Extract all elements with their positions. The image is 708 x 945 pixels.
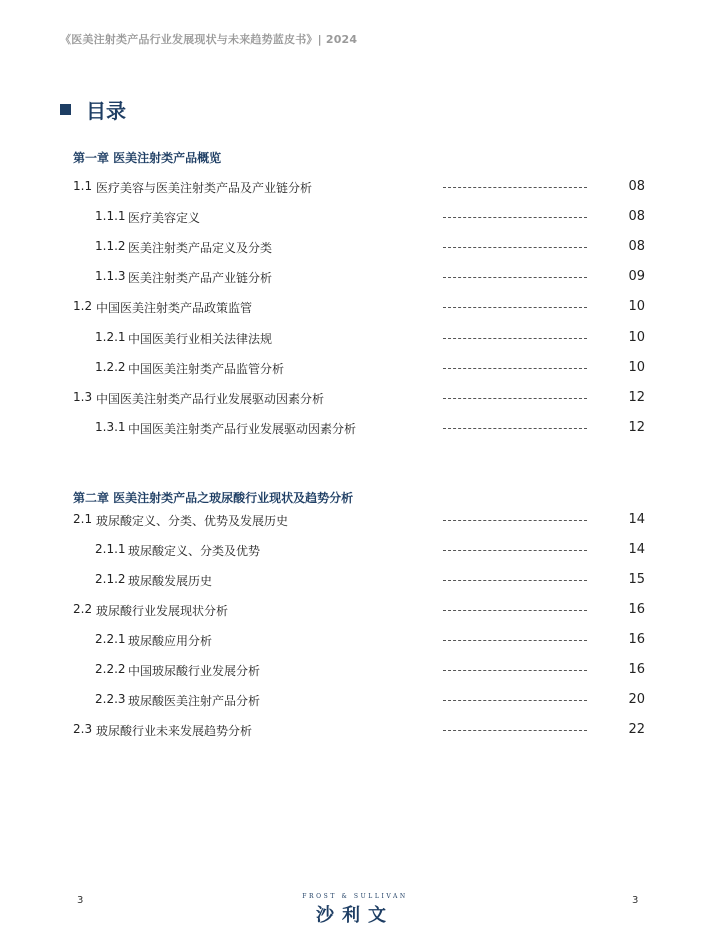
leader-dots <box>443 670 587 671</box>
entry-page: 10 <box>628 330 645 345</box>
leader-dots <box>443 277 587 278</box>
entry-label: 玻尿酸行业发展现状分析 <box>96 604 229 618</box>
entry-label: 中国医美注射类产品行业发展驱动因素分析 <box>96 392 325 406</box>
entry-number: 1.2.2 <box>95 360 126 374</box>
leader-dots <box>443 398 587 399</box>
entry-page: 08 <box>628 209 645 224</box>
frost-sullivan-logo <box>290 893 420 927</box>
leader-dots <box>443 247 587 248</box>
page-number-right: 3 <box>632 895 639 906</box>
leader-dots <box>443 368 587 369</box>
entry-number: 1.1.2 <box>95 239 126 253</box>
entry-page: 09 <box>628 269 645 284</box>
logo-english-text: FROST & SULLIVAN <box>302 893 408 900</box>
leader-dots <box>443 428 587 429</box>
toc-title: 目录 <box>86 98 126 123</box>
entry-label: 中国医美行业相关法律法规 <box>128 332 273 346</box>
entry-page: 16 <box>628 602 645 617</box>
toc-entry[interactable] <box>0 542 708 560</box>
entry-label: 玻尿酸行业未来发展趋势分析 <box>96 724 253 738</box>
entry-label: 玻尿酸医美注射产品分析 <box>128 694 261 708</box>
chapter-1-title: 第一章 医美注射类产品概览 <box>73 151 222 165</box>
leader-dots <box>443 610 587 611</box>
entry-label: 玻尿酸应用分析 <box>128 634 213 648</box>
entry-page: 14 <box>628 512 645 527</box>
leader-dots <box>443 217 587 218</box>
entry-label: 玻尿酸发展历史 <box>128 574 213 588</box>
entry-label: 医美注射类产品定义及分类 <box>128 241 273 255</box>
entry-number: 1.3.1 <box>95 420 126 434</box>
entry-number: 1.2 <box>73 299 93 313</box>
entry-label: 中国玻尿酸行业发展分析 <box>128 664 261 678</box>
toc-entry[interactable] <box>0 360 708 378</box>
logo-chinese-text: 沙利文 <box>316 905 394 926</box>
toc-entry[interactable] <box>0 420 708 438</box>
entry-number: 2.3 <box>73 722 93 736</box>
toc-entry[interactable] <box>0 602 708 620</box>
entry-label: 中国医美注射类产品政策监管 <box>96 301 253 315</box>
entry-page: 08 <box>628 239 645 254</box>
entry-label: 医疗美容与医美注射类产品及产业链分析 <box>96 181 313 195</box>
entry-number: 1.3 <box>73 390 93 404</box>
leader-dots <box>443 730 587 731</box>
toc-entry[interactable] <box>0 632 708 650</box>
toc-heading <box>60 96 126 122</box>
entry-label: 玻尿酸定义、分类及优势 <box>128 544 261 558</box>
toc-entry[interactable] <box>0 692 708 710</box>
entry-number: 2.2.2 <box>95 662 126 676</box>
toc-entry[interactable] <box>0 662 708 680</box>
leader-dots <box>443 580 587 581</box>
leader-dots <box>443 187 587 188</box>
entry-page: 16 <box>628 662 645 677</box>
entry-page: 12 <box>628 390 645 405</box>
entry-number: 2.1.1 <box>95 542 126 556</box>
toc-entry[interactable] <box>0 512 708 530</box>
toc-entry[interactable] <box>0 572 708 590</box>
entry-page: 08 <box>628 179 645 194</box>
entry-page: 12 <box>628 420 645 435</box>
entry-number: 2.1 <box>73 512 93 526</box>
entry-label: 中国医美注射类产品监管分析 <box>128 362 285 376</box>
toc-entry[interactable] <box>0 722 708 740</box>
leader-dots <box>443 700 587 701</box>
entry-number: 2.2.3 <box>95 692 126 706</box>
entry-number: 1.1 <box>73 179 93 193</box>
leader-dots <box>443 550 587 551</box>
bullet-square-icon <box>60 104 71 115</box>
page-number-left: 3 <box>77 895 84 906</box>
entry-label: 中国医美注射类产品行业发展驱动因素分析 <box>128 422 357 436</box>
toc-entry[interactable] <box>0 209 708 227</box>
leader-dots <box>443 640 587 641</box>
leader-dots <box>443 338 587 339</box>
toc-entry[interactable] <box>0 269 708 287</box>
entry-label: 医疗美容定义 <box>128 211 201 225</box>
entry-page: 10 <box>628 360 645 375</box>
entry-number: 2.2 <box>73 602 93 616</box>
entry-page: 16 <box>628 632 645 647</box>
leader-dots <box>443 307 587 308</box>
entry-number: 1.1.3 <box>95 269 126 283</box>
entry-page: 10 <box>628 299 645 314</box>
leader-dots <box>443 520 587 521</box>
toc-entry[interactable] <box>0 330 708 348</box>
toc-entry[interactable] <box>0 390 708 408</box>
entry-page: 15 <box>628 572 645 587</box>
entry-label: 玻尿酸定义、分类、优势及发展历史 <box>96 514 289 528</box>
entry-number: 1.2.1 <box>95 330 126 344</box>
toc-entry[interactable] <box>0 239 708 257</box>
toc-entry[interactable] <box>0 299 708 317</box>
entry-number: 2.2.1 <box>95 632 126 646</box>
chapter-2-title: 第二章 医美注射类产品之玻尿酸行业现状及趋势分析 <box>73 491 354 505</box>
entry-page: 20 <box>628 692 645 707</box>
document-header-title: 《医美注射类产品行业发展现状与未来趋势蓝皮书》| 2024 <box>60 33 358 46</box>
toc-entry[interactable] <box>0 179 708 197</box>
entry-page: 22 <box>628 722 645 737</box>
entry-number: 2.1.2 <box>95 572 126 586</box>
entry-page: 14 <box>628 542 645 557</box>
entry-label: 医美注射类产品产业链分析 <box>128 271 273 285</box>
entry-number: 1.1.1 <box>95 209 126 223</box>
